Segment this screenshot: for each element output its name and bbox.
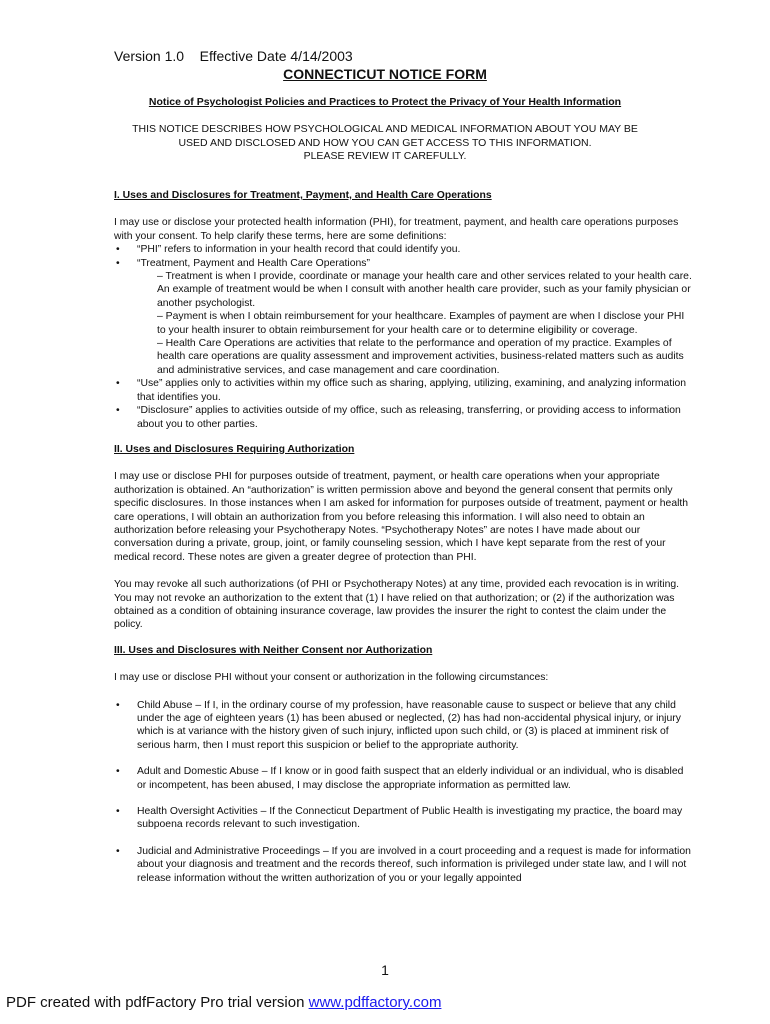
- payment-definition: – Payment is when I obtain reimbursement for your healthcare. Examples of payment are when I disclose your PHI to your health insurer to obtain reimbursement for your health care or to determine eligibility or coverage.: [157, 311, 685, 336]
- section1-intro: I may use or disclose your protected health information (PHI), for treatment, payment, and health care operations purposes with your consent. To help clarify these terms, here are some definitions:: [114, 217, 679, 242]
- notice-description: [0, 123, 770, 164]
- document-body: [114, 189, 694, 898]
- page-number: 1: [381, 962, 389, 978]
- description-line: PLEASE REVIEW IT CAREFULLY.: [303, 150, 467, 162]
- circumstances-list: [114, 699, 694, 885]
- definitions-list: [114, 243, 694, 270]
- list-item: • “Use” applies only to activities within my office such as sharing, applying, utilizing, examining, and analyzing information that identifies you.: [114, 377, 694, 404]
- pdffactory-link[interactable]: www.pdffactory.com: [308, 994, 442, 1011]
- list-item: • “Treatment, Payment and Health Care Operations”: [114, 257, 694, 270]
- list-item: • Adult and Domestic Abuse – If I know or in good faith suspect that an elderly individual or an individual, who is disabled or incompetent, has been abused, I may disclose the appropriate information as permitted law.: [114, 765, 694, 792]
- list-item: • Health Oversight Activities – If the Connecticut Department of Public Health is investigating my practice, the board may subpoena records relevant to such investigation.: [114, 805, 694, 832]
- section-heading-1: I. Uses and Disclosures for Treatment, Payment, and Health Care Operations: [114, 190, 492, 201]
- section-heading-3: III. Uses and Disclosures with Neither Consent nor Authorization: [114, 644, 433, 656]
- description-line: USED AND DISCLOSED AND HOW YOU CAN GET ACCESS TO THIS INFORMATION.: [178, 136, 592, 149]
- list-item: • “Disclosure” applies to activities outside of my office, such as releasing, transferring, or providing access to information about you to other parties.: [114, 404, 694, 431]
- section-heading-2: II. Uses and Disclosures Requiring Authorization: [114, 443, 355, 455]
- version-line: Version 1.0 Effective Date 4/14/2003: [114, 48, 353, 64]
- definitions-list-continued: [114, 377, 694, 431]
- description-line: THIS NOTICE DESCRIBES HOW PSYCHOLOGICAL AND MEDICAL INFORMATION ABOUT YOU MAY BE: [132, 123, 638, 135]
- list-item: • Child Abuse – If I, in the ordinary course of my profession, have reasonable cause to suspect or believe that any child under the age of eighteen years (1) has been abused or neglected, (2) has had non-accidental physical injury, or injury which is at variance with the history given of such injury, inflicted upon such child, or (3) is placed at imminent risk of serious harm, then I must report this suspicion or belief to the appropriate authority.: [114, 699, 694, 753]
- operations-definition: – Health Care Operations are activities that relate to the performance and operation of my practice. Examples of health care operations are quality assessment and improvement activities, business-related matters such as audits and administrative services, and case management and care coordination.: [157, 338, 684, 376]
- section2-paragraph: I may use or disclose PHI for purposes outside of treatment, payment, or health care operations when your appropriate authorization is obtained. An “authorization” is written permission above and beyond the general consent that permits only specific disclosures. In those instances when I am asked for information for purposes outside of treatment, payment or health care operations, I will obtain an authorization from you before releasing this information. I will also need to obtain an authorization before releasing your Psychotherapy Notes. “Psychotherapy Notes” are notes I have made about our conversation during a private, group, joint, or family counseling session, which I have kept separate from the rest of your medical record. These notes are given a greater degree of protection than PHI.: [114, 471, 689, 563]
- list-item: • Judicial and Administrative Proceedings – If you are involved in a court proceeding and a request is made for information about your diagnosis and treatment and the records thereof, such information is privileged under state law, and I will not release information without the written authorization of you or your legally appointed: [114, 845, 694, 885]
- footer-text: PDF created with pdfFactory Pro trial version: [6, 994, 309, 1011]
- tpo-definitions: [114, 270, 694, 377]
- section2-paragraph: You may revoke all such authorizations (of PHI or Psychotherapy Notes) at any time, provided each revocation is in writing. You may not revoke an authorization to the extent that (1) I have relied on that authorization; or (2) if the authorization was obtained as a condition of obtaining insurance coverage, law provides the insurer the right to contest the claim under the policy.: [114, 579, 680, 631]
- list-item: • “PHI” refers to information in your health record that could identify you.: [114, 243, 694, 256]
- pdf-footer: [6, 994, 441, 1011]
- notice-subtitle: Notice of Psychologist Policies and Practices to Protect the Privacy of Your Health Information: [148, 96, 622, 108]
- page-title: CONNECTICUT NOTICE FORM: [283, 66, 487, 82]
- section3-intro: I may use or disclose PHI without your consent or authorization in the following circumstances:: [114, 672, 549, 684]
- treatment-definition: – Treatment is when I provide, coordinate or manage your health care and other services related to your health care. An example of treatment would be when I consult with another health care provider, such as your family physician or another psychologist.: [157, 271, 692, 309]
